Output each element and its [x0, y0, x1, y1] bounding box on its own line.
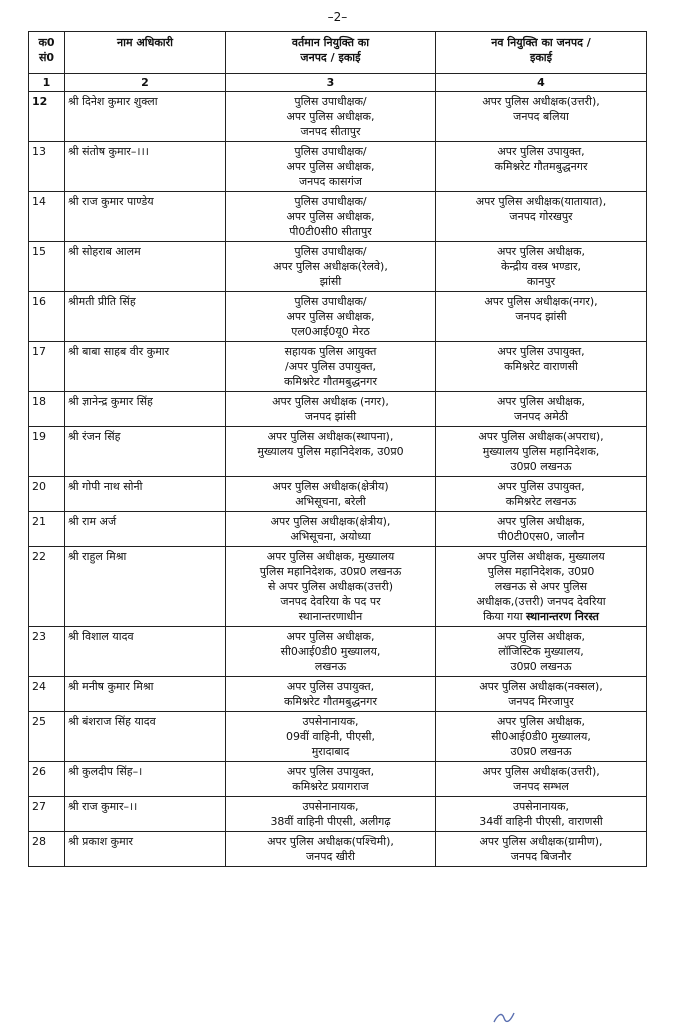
- current-posting: पुलिस उपाधीक्षक/ अपर पुलिस अधीक्षक, जनपद कासगंज: [226, 142, 436, 192]
- current-posting: अपर पुलिस अधीक्षक(क्षेत्रीय), अभिसूचना, अयोध्या: [226, 512, 436, 547]
- new-posting: अपर पुलिस अधीक्षक(ग्रामीण), जनपद बिजनौर: [436, 832, 647, 867]
- current-posting: उपसेनानायक, 38वीं वाहिनी पीएसी, अलीगढ़: [226, 797, 436, 832]
- serial-number: 20: [29, 477, 65, 512]
- new-posting: अपर पुलिस उपायुक्त, कमिश्नरेट लखनऊ: [436, 477, 647, 512]
- new-posting: [436, 547, 647, 627]
- serial-number: 13: [29, 142, 65, 192]
- new-posting: अपर पुलिस अधीक्षक(यातायात), जनपद गोरखपुर: [436, 192, 647, 242]
- table-row: [29, 762, 647, 797]
- officer-name: श्री कुलदीप सिंह–।: [65, 762, 226, 797]
- current-posting: पुलिस उपाधीक्षक/ अपर पुलिस अधीक्षक(रेलवे), झांसी: [226, 242, 436, 292]
- table-row: [29, 797, 647, 832]
- current-posting: सहायक पुलिस आयुक्त /अपर पुलिस उपायुक्त, कमिश्नरेट गौतमबुद्धनगर: [226, 342, 436, 392]
- new-posting: उपसेनानायक, 34वीं वाहिनी पीएसी, वाराणसी: [436, 797, 647, 832]
- table-row: [29, 832, 647, 867]
- table-row: [29, 292, 647, 342]
- officer-name: श्री दिनेश कुमार शुक्ला: [65, 92, 226, 142]
- officer-name: श्री प्रकाश कुमार: [65, 832, 226, 867]
- current-posting: अपर पुलिस अधीक्षक (नगर), जनपद झांसी: [226, 392, 436, 427]
- current-posting: अपर पुलिस अधीक्षक(स्थापना), मुख्यालय पुलिस महानिदेशक, उ0प्र0: [226, 427, 436, 477]
- new-posting: अपर पुलिस अधीक्षक, सी0आई0डी0 मुख्यालय, उ0प्र0 लखनऊ: [436, 712, 647, 762]
- serial-number: 26: [29, 762, 65, 797]
- transfer-table: [28, 31, 647, 867]
- page-number: –2–: [327, 10, 348, 24]
- signature-mark: [492, 1010, 516, 1024]
- serial-number: 27: [29, 797, 65, 832]
- current-posting: अपर पुलिस अधीक्षक, सी0आई0डी0 मुख्यालय, लखनऊ: [226, 627, 436, 677]
- new-posting: अपर पुलिस उपायुक्त, कमिश्नरेट गौतमबुद्धनगर: [436, 142, 647, 192]
- table-row: [29, 92, 647, 142]
- serial-number: 19: [29, 427, 65, 477]
- serial-number: 14: [29, 192, 65, 242]
- table-row: [29, 342, 647, 392]
- officer-name: श्रीमती प्रीति सिंह: [65, 292, 226, 342]
- current-posting: पुलिस उपाधीक्षक/ अपर पुलिस अधीक्षक, पी0टी0सी0 सीतापुर: [226, 192, 436, 242]
- serial-number: 15: [29, 242, 65, 292]
- serial-number: 12: [29, 92, 65, 142]
- new-posting: अपर पुलिस उपायुक्त, कमिश्नरेट वाराणसी: [436, 342, 647, 392]
- current-posting: पुलिस उपाधीक्षक/ अपर पुलिस अधीक्षक, एल0आई0यू0 मेरठ: [226, 292, 436, 342]
- officer-name: श्री राहुल मिश्रा: [65, 547, 226, 627]
- column-number: 4: [436, 74, 647, 92]
- header-officer-name: नाम अधिकारी: [65, 32, 226, 74]
- current-posting: उपसेनानायक, 09वीं वाहिनी, पीएसी, मुरादाबाद: [226, 712, 436, 762]
- table-row: [29, 547, 647, 627]
- officer-name: श्री मनीष कुमार मिश्रा: [65, 677, 226, 712]
- new-posting: अपर पुलिस अधीक्षक(नगर), जनपद झांसी: [436, 292, 647, 342]
- officer-name: श्री राम अर्ज: [65, 512, 226, 547]
- serial-number: 22: [29, 547, 65, 627]
- header-row: [29, 32, 647, 74]
- serial-number: 17: [29, 342, 65, 392]
- header-new-posting: नव नियुक्ति का जनपद / इकाई: [436, 32, 647, 74]
- new-posting: अपर पुलिस अधीक्षक(उत्तरी), जनपद बलिया: [436, 92, 647, 142]
- serial-number: 18: [29, 392, 65, 427]
- serial-number: 21: [29, 512, 65, 547]
- officer-name: श्री रंजन सिंह: [65, 427, 226, 477]
- new-posting: अपर पुलिस अधीक्षक(उत्तरी), जनपद सम्भल: [436, 762, 647, 797]
- current-posting: अपर पुलिस अधीक्षक(पश्चिमी), जनपद खीरी: [226, 832, 436, 867]
- column-number: 3: [226, 74, 436, 92]
- current-posting: अपर पुलिस उपायुक्त, कमिश्नरेट प्रयागराज: [226, 762, 436, 797]
- officer-name: श्री बाबा साहब वीर कुमार: [65, 342, 226, 392]
- column-number: 1: [29, 74, 65, 92]
- new-posting-text: अपर पुलिस अधीक्षक, मुख्यालय पुलिस महानिदेशक, उ0प्र0 लखनऊ से अपर पुलिस अधीक्षक,(उत्तरी) जनपद देवरिया किया गया: [476, 550, 606, 623]
- table-row: [29, 192, 647, 242]
- serial-number: 25: [29, 712, 65, 762]
- new-posting: अपर पुलिस अधीक्षक, पी0टी0एस0, जालौन: [436, 512, 647, 547]
- header-serial: क0 सं0: [29, 32, 65, 74]
- table-row: [29, 477, 647, 512]
- new-posting: अपर पुलिस अधीक्षक(अपराध), मुख्यालय पुलिस महानिदेशक, उ0प्र0 लखनऊ: [436, 427, 647, 477]
- column-number: 2: [65, 74, 226, 92]
- officer-name: श्री संतोष कुमार–।।।: [65, 142, 226, 192]
- serial-number: 24: [29, 677, 65, 712]
- officer-name: श्री गोपी नाथ सोनी: [65, 477, 226, 512]
- table-row: [29, 677, 647, 712]
- officer-name: श्री सोहराब आलम: [65, 242, 226, 292]
- current-posting: पुलिस उपाधीक्षक/ अपर पुलिस अधीक्षक, जनपद सीतापुर: [226, 92, 436, 142]
- column-number-row: [29, 74, 647, 92]
- officer-name: श्री राज कुमार पाण्डेय: [65, 192, 226, 242]
- officer-name: श्री बंशराज सिंह यादव: [65, 712, 226, 762]
- table-row: [29, 427, 647, 477]
- officer-name: श्री ज्ञानेन्द्र कुमार सिंह: [65, 392, 226, 427]
- current-posting: अपर पुलिस अधीक्षक(क्षेत्रीय) अभिसूचना, बरेली: [226, 477, 436, 512]
- officer-name: श्री राज कुमार–।।: [65, 797, 226, 832]
- table-row: [29, 627, 647, 677]
- officer-name: श्री विशाल यादव: [65, 627, 226, 677]
- table-row: [29, 712, 647, 762]
- header-current-posting: वर्तमान नियुक्ति का जनपद / इकाई: [226, 32, 436, 74]
- table-row: [29, 512, 647, 547]
- serial-number: 23: [29, 627, 65, 677]
- table-row: [29, 242, 647, 292]
- new-posting: अपर पुलिस अधीक्षक(नक्सल), जनपद मिरजापुर: [436, 677, 647, 712]
- new-posting: अपर पुलिस अधीक्षक, जनपद अमेठी: [436, 392, 647, 427]
- new-posting: अपर पुलिस अधीक्षक, केन्द्रीय वस्त्र भण्डार, कानपुर: [436, 242, 647, 292]
- current-posting: अपर पुलिस अधीक्षक, मुख्यालय पुलिस महानिदेशक, उ0प्र0 लखनऊ से अपर पुलिस अधीक्षक(उत्तरी) जनपद देवरिया के पद पर स्थानान्तरणाधीन: [226, 547, 436, 627]
- serial-number: 16: [29, 292, 65, 342]
- current-posting: अपर पुलिस उपायुक्त, कमिश्नरेट गौतमबुद्धनगर: [226, 677, 436, 712]
- serial-number: 28: [29, 832, 65, 867]
- table-row: [29, 142, 647, 192]
- new-posting: अपर पुलिस अधीक्षक, लॉजिस्टिक मुख्यालय, उ0प्र0 लखनऊ: [436, 627, 647, 677]
- table-row: [29, 392, 647, 427]
- transfer-cancelled-note: स्थानान्तरण निरस्त: [526, 610, 599, 623]
